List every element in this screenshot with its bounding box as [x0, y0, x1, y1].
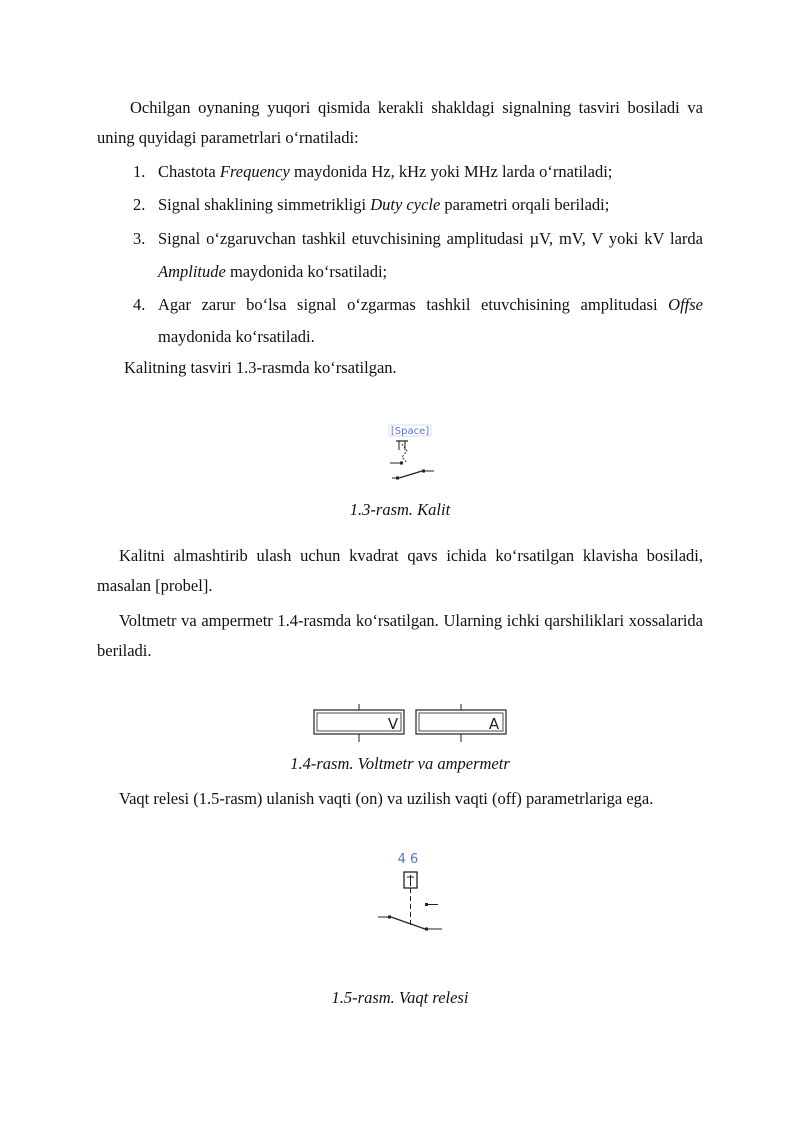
figure-caption: 1.3-rasm. Kalit [349, 500, 451, 519]
list-number: 4. [133, 295, 146, 314]
list-number: 3. [133, 229, 146, 248]
ammeter [416, 704, 506, 742]
list-item [133, 289, 703, 353]
list-number: 2. [133, 195, 146, 214]
switch-usage-paragraph: Kalitni almashtirib ulash uchun kvadrat qavs ichida ko‘rsatilgan klavisha bosiladi, masalan [probel]. [97, 546, 703, 595]
list-term: Frequency [219, 162, 290, 181]
relay-paragraph: Vaqt relesi (1.5-rasm) ulanish vaqti (on) va uzilish vaqti (off) parametrlariga ega. [119, 789, 654, 808]
list-term: Amplitude [158, 262, 226, 281]
intro-paragraph: Ochilgan oynaning yuqori qismida kerakli shakldagi signalning tasviri bosiladi va uning quyidagi parametrlari o‘rnatiladi: [97, 98, 703, 147]
list-text: Chastota [158, 162, 220, 181]
list-number: 1. [133, 162, 146, 181]
list-text: parametri orqali beriladi; [440, 195, 610, 214]
ammeter-label: A [488, 715, 500, 733]
time-relay-figure [372, 846, 452, 938]
meters-figure [310, 702, 510, 746]
list-term: Duty cycle [370, 195, 441, 214]
switch-figure [380, 420, 440, 485]
figure-caption: 1.4-rasm. Voltmetr va ampermetr [290, 754, 510, 773]
list-term: Offse [668, 295, 703, 314]
list-item [133, 222, 703, 288]
key-label: [Space] [390, 426, 430, 437]
list-item [133, 157, 703, 187]
list-text: maydonida Hz, kHz yoki MHz larda o‘rnatiladi; [289, 162, 613, 181]
list-text: maydonida ko‘rsatiladi. [158, 327, 315, 346]
list-text: Signal shaklining simmetrikligi [158, 195, 371, 214]
list-text: maydonida ko‘rsatiladi; [225, 262, 388, 281]
list-item [133, 190, 703, 220]
figure-caption: 1.5-rasm. Vaqt relesi [331, 988, 469, 1007]
voltmeter [314, 704, 404, 742]
relay-time-label: 4 6 [397, 852, 419, 867]
meters-paragraph: Voltmetr va ampermetr 1.4-rasmda ko‘rsatilgan. Ularning ichki qarshiliklari xossalarida beriladi. [97, 611, 703, 660]
list-text: Signal o‘zgaruvchan tashkil etuvchisining amplitudasi µV, mV, V yoki kV larda [158, 229, 703, 248]
list-text: Agar zarur bo‘lsa signal o‘zgarmas tashkil etuvchisining amplitudasi [158, 295, 669, 314]
voltmeter-label: V [387, 715, 399, 733]
switch-reference-paragraph: Kalitning tasviri 1.3-rasmda ko‘rsatilgan. [124, 358, 397, 377]
